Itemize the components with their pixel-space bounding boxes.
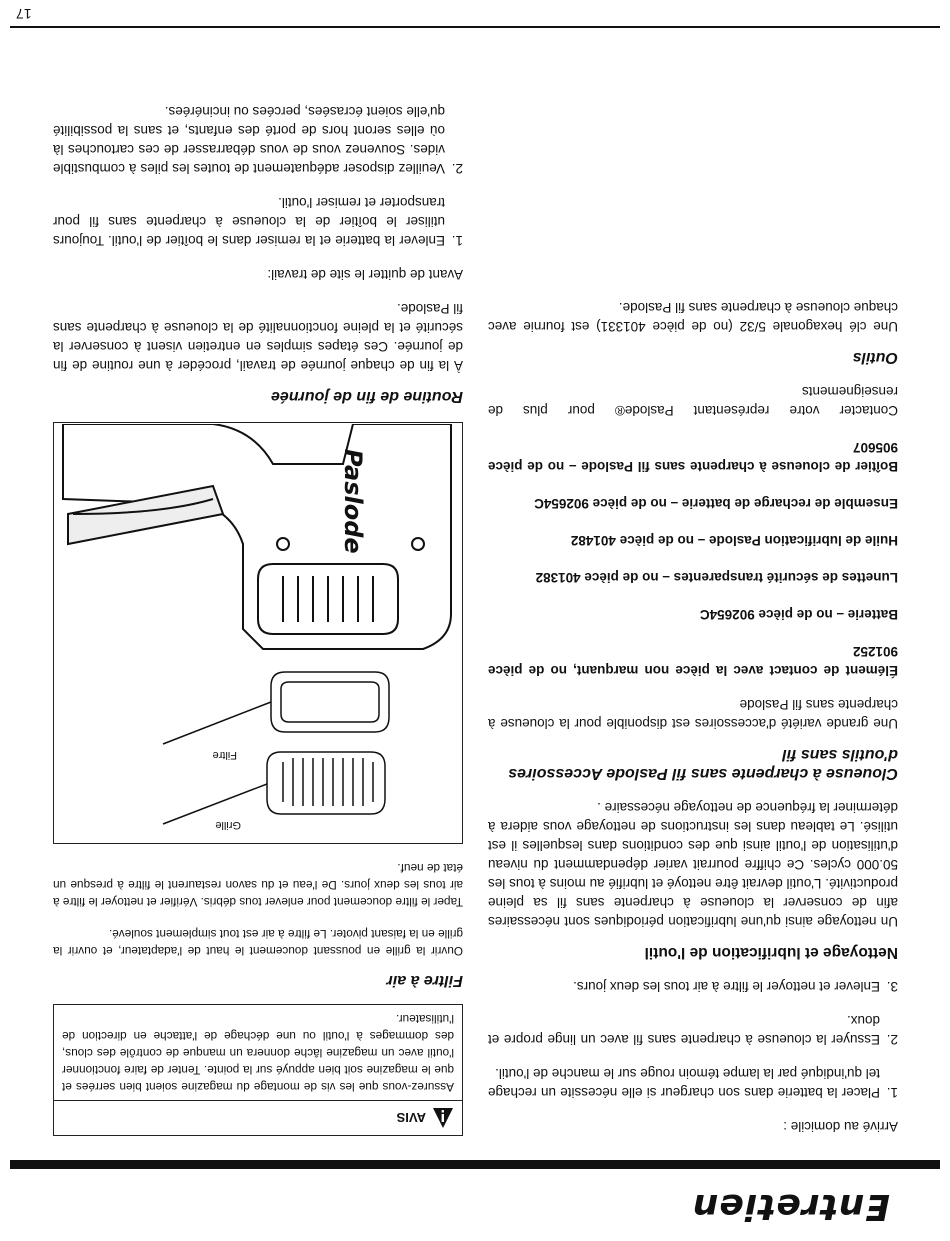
end-of-day-heading: Routine de fin de journée [270, 388, 463, 405]
accessory-item: Boîtier de cloueuse à charpente sans fil Paslode – no de pièce 905607 [488, 440, 898, 474]
notice-label: AVIS [396, 1110, 426, 1126]
label-grille: Grille [215, 819, 241, 831]
left-column [488, 283, 898, 1136]
step-number: 2. [886, 1032, 898, 1047]
accessory-item: Ensemble de recharge de batterie – no de pièce 902654C [534, 496, 898, 511]
filter-illustration [53, 424, 463, 844]
right-column [53, 87, 463, 1136]
step-text: Essuyer la cloueuse à charpente sans fil avec un linge propre et doux. [488, 1013, 880, 1047]
list-item [488, 977, 898, 996]
step-number: 2. [451, 161, 463, 176]
step-text: Veuillez disposer adéquatement de toutes les piles à combustible vides. Souvenez vous de vous débarrasser de ces cartouches là où elles seront hors de porté des enfants, et sans la possibilité qu'elle soient écrasées, percées ou incinérées. [53, 104, 445, 176]
brand-logo: Paslode [339, 449, 367, 554]
tools-paragraph: Une clé hexagonale 5/32 (no de pièce 401331) est fournie avec chaque cloueuse à charpente sans fil Paslode. [488, 300, 898, 334]
notice-box [53, 1004, 463, 1136]
step-text: Enlever et nettoyer le filtre à air tous les deux jours. [573, 979, 880, 994]
accessory-item: Lunettes de sécurité transparentes – no de pièce 401382 [535, 570, 898, 585]
nailer-drawing [53, 424, 463, 844]
warning-icon [432, 1107, 454, 1129]
list-item [53, 193, 463, 250]
end-of-day-paragraph: À la fin de chaque journée de travail, procéder à une routine de fin de journée. Ces étapes simples en entretien visent à conserver la sécurité et la pleine fonctionnalité de la cloueuse à charpente sans fil Paslode. [53, 301, 463, 373]
step-number: 1. [886, 1085, 898, 1100]
list-item [488, 1011, 898, 1049]
page-title: Entretien [691, 1186, 890, 1227]
list-item [53, 102, 463, 178]
cleaning-paragraph: Un nettoyage ainsi qu'une lubrification périodiques sont nécessaires afin de conserver la cloueuse à charpente sans fil sa pleine productivité. L'outil devrait être nettoyé et lubrifié au moins à tous les 50.000 cycles. Ce chiffre pourrait varier dépendamment du niveau d'utilisation de l'outil ainsi que des conditions dans lesquelles il est utilisé. Le tableau dans les instructions de nettoyage vous aidera à déterminer la fréquence de nettoyage nécessaire . [488, 800, 898, 929]
notice-text: Assurez-vous que les vis de montage du magazine soient bien serrées et que le magazine soit bien appuyé sur la pointe. Tenter de faire fonctionner l'outil avec un magazine lâche donnera un manque de contrôle des clous, des dommages à l'outil ou une déchage de l'attache en direction de l'utilisateur. [62, 1012, 454, 1094]
list-item [488, 1064, 898, 1102]
air-filter-heading: Filtre à air [386, 972, 463, 989]
cleaning-heading: Nettoyage et lubrification de l'outil [644, 944, 898, 961]
accessory-item: Élément de contact avec la pièce non marquant, no de pièce 901252 [488, 644, 898, 678]
contact-paragraph: Contacter votre représentant Paslode® pour plus de renseignements [488, 384, 898, 418]
tools-heading: Outils [852, 349, 898, 366]
footer-rule [10, 26, 940, 28]
label-filtre: Filtre [212, 749, 237, 761]
notice-header [54, 1100, 462, 1135]
accessory-item: Huile de lubrification Paslode – no de pièce 401482 [570, 533, 898, 548]
step-text: Placer la batterie dans son chargeur si elle nécessite un rechage tel qu'indiqué par la lampe témoin rouge sur le manche de l'outil. [488, 1066, 880, 1100]
accessories-paragraph: Une grande variété d'accessoires est disponible pour la cloueuse à charpente sans fil Paslode [488, 697, 898, 731]
arrival-label: Arrivé au domicile : [783, 1119, 898, 1134]
accessories-heading: Cloueuse à charpente sans fil Paslode Accessoires d'outils sans fil [508, 746, 898, 782]
step-number: 1. [451, 233, 463, 248]
step-number: 3. [886, 979, 898, 994]
air-filter-paragraph: Taper le filtre doucement pour enlever tous débris. Vérifier et nettoyer le filtre à air tous les deux jours. De l'eau et du savon restaurent le filtre à presque un état de neuf. [53, 861, 463, 909]
step-text: Enlever la batterie et la remiser dans le boîtier de l'outil. Toujours utiliser le boîtier de la cloueuse à charpente sans fil pour transporter et remiser l'outil. [53, 195, 445, 248]
accessory-item: Batterie – no de pièce 902654C [699, 607, 898, 622]
header-rule [10, 1160, 940, 1169]
air-filter-paragraph: Ouvrir la grille en poussant doucement le haut de l'adaptateur, et ouvrir la grille en la faisant pivoter. Le filtre à air est tout simplement soulevé. [53, 927, 463, 958]
before-leaving-label: Avant de quitter le site de travail: [267, 267, 463, 282]
page-number: 17 [16, 6, 32, 22]
